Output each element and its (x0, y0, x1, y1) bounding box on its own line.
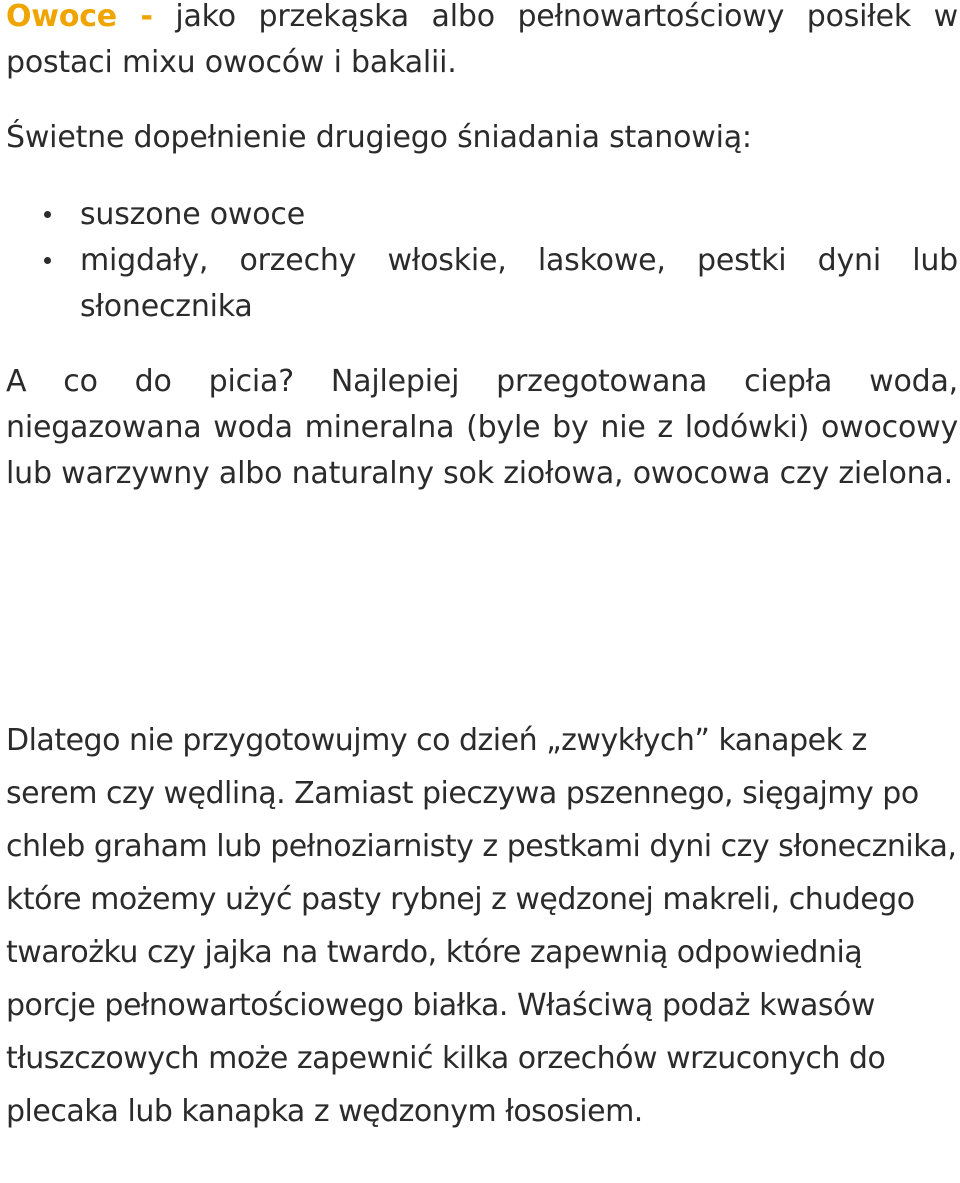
sandwich-paragraph: Dlatego nie przygotowujmy co dzień „zwykłych” kanapek z serem czy wędliną. Zamiast pieczywa pszennego, sięgajmy po chleb graham lub pełnoziarnisty z pestkami dyni czy słonecznika, które możemy użyć pasty rybnej z wędzonej makreli, chudego twarożku czy jajka na twardo, które zapewnią odpowiednią porcje pełnowartościowego białka. Właściwą podaż kwasów tłuszczowych może zapewnić kilka orzechów wrzuconych do plecaka lub kanapka z wędzonym łososiem. (6, 723, 957, 1129)
bullet-icon (44, 257, 51, 264)
intro-text: jako przekąska albo pełnowartościowy posiłek w postaci mixu owoców i bakalii. (6, 0, 958, 80)
list-item (44, 192, 958, 238)
drinks-paragraph: A co do picia? Najlepiej przegotowana ciepła woda, niegazowana woda mineralna (byle by nie z lodówki) owocowy lub warzywny albo naturalny sok ziołowa, owocowa czy zielona. (6, 364, 958, 491)
snack-list (44, 192, 958, 330)
list-item (44, 238, 958, 330)
list-item-text: suszone owoce (80, 197, 305, 232)
list-item-text: migdały, orzechy włoskie, laskowe, pestki dyni lub słonecznika (80, 243, 958, 324)
breakfast-heading: Świetne dopełnienie drugiego śniadania stanowią: (6, 120, 752, 155)
intro-paragraph (6, 0, 958, 86)
bullet-icon (44, 211, 51, 218)
intro-highlight: Owoce - (6, 0, 153, 34)
